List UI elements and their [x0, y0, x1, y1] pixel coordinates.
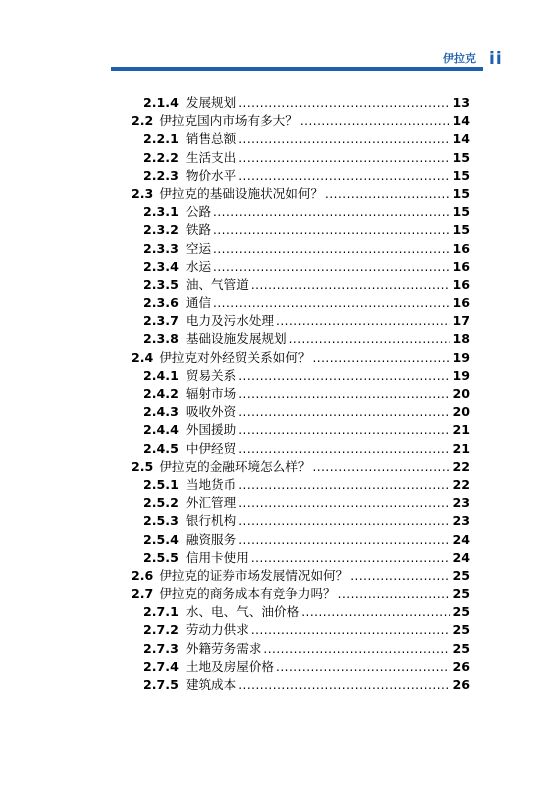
toc-entry-number: 2.7.4	[143, 658, 179, 674]
toc-entry-title: 劳动力供求	[185, 622, 249, 638]
toc-entry-title: 银行机构	[185, 513, 237, 529]
toc-section-entry[interactable]	[131, 567, 470, 585]
toc-entry-page: 17	[452, 313, 470, 329]
toc-dot-leader	[238, 440, 450, 458]
toc-entry-number: 2.3.2	[143, 222, 179, 238]
toc-subsection-entry[interactable]	[143, 167, 470, 185]
toc-entry-page: 25	[452, 640, 470, 656]
toc-entry-title: 电力及污水处理	[185, 313, 275, 329]
toc-entry-page: 19	[452, 349, 470, 365]
toc-dot-leader	[312, 349, 450, 367]
toc-entry-title: 空运	[185, 240, 212, 256]
toc-entry-number: 2.7	[131, 586, 154, 602]
toc-entry-page: 16	[452, 240, 470, 256]
toc-dot-leader	[350, 567, 450, 585]
toc-dot-leader	[238, 385, 450, 403]
toc-subsection-entry[interactable]	[143, 330, 470, 348]
toc-entry-title: 伊拉克的商务成本有竞争力吗？	[159, 586, 336, 602]
toc-entry-number: 2.3.6	[143, 295, 179, 311]
toc-subsection-entry[interactable]	[143, 403, 470, 421]
toc-entry-page: 25	[452, 586, 470, 602]
toc-entry-title: 水、电、气、油价格	[185, 604, 300, 620]
page-number: ii	[489, 49, 503, 69]
toc-entry-title: 中伊经贸	[185, 440, 237, 456]
toc-entry-number: 2.5.5	[143, 549, 179, 565]
toc-entry-page: 15	[452, 167, 470, 183]
toc-subsection-entry[interactable]	[143, 130, 470, 148]
toc-dot-leader	[276, 658, 450, 676]
toc-entry-title: 贸易关系	[185, 367, 237, 383]
toc-entry-title: 通信	[185, 295, 212, 311]
toc-entry-title: 伊拉克的证券市场发展情况如何？	[159, 567, 349, 583]
toc-entry-number: 2.3.3	[143, 240, 179, 256]
toc-entry-title: 外国援助	[185, 422, 237, 438]
toc-dot-leader	[251, 276, 451, 294]
toc-entry-number: 2.3.1	[143, 204, 179, 220]
toc-dot-leader	[238, 149, 450, 167]
toc-entry-page: 23	[452, 513, 470, 529]
toc-dot-leader	[263, 640, 450, 658]
toc-dot-leader	[213, 258, 450, 276]
toc-entry-page: 22	[452, 458, 470, 474]
toc-entry-title: 辐射市场	[185, 386, 237, 401]
toc-entry-page: 13	[452, 95, 470, 110]
toc-entry-title: 伊拉克的基础设施状况如何？	[159, 185, 324, 201]
toc-entry-number: 2.7.5	[143, 677, 179, 692]
toc-entry-number: 2.7.3	[143, 640, 179, 656]
toc-subsection-entry[interactable]	[143, 240, 470, 258]
toc-entry-title: 外籍劳务需求	[185, 640, 262, 656]
toc-subsection-entry[interactable]	[143, 603, 470, 621]
toc-entry-page: 25	[452, 604, 470, 620]
toc-section-entry[interactable]	[131, 349, 470, 367]
toc-entry-page: 16	[452, 276, 470, 292]
toc-dot-leader	[238, 676, 450, 694]
toc-dot-leader	[338, 585, 451, 603]
toc-entry-number: 2.2	[131, 113, 154, 129]
toc-section-entry[interactable]	[131, 112, 470, 130]
toc-dot-leader	[238, 167, 450, 185]
toc-entry-title: 物价水平	[185, 167, 237, 183]
toc-subsection-entry[interactable]	[143, 294, 470, 312]
toc-entry-page: 26	[452, 658, 470, 674]
toc-subsection-entry[interactable]	[143, 512, 470, 530]
toc-subsection-entry[interactable]	[143, 203, 470, 221]
toc-subsection-entry[interactable]	[143, 421, 470, 439]
toc-subsection-entry[interactable]	[143, 676, 470, 694]
toc-entry-title: 吸收外资	[185, 404, 237, 420]
toc-dot-leader	[238, 476, 450, 494]
toc-subsection-entry[interactable]	[143, 494, 470, 512]
toc-entry-title: 伊拉克对外经贸关系如何？	[159, 349, 311, 365]
toc-entry-number: 2.5.1	[143, 476, 179, 492]
toc-entry-number: 2.4.5	[143, 440, 179, 456]
header-rule	[111, 67, 483, 71]
toc-dot-leader	[312, 458, 450, 476]
toc-entry-page: 16	[452, 295, 470, 311]
toc-subsection-entry[interactable]	[143, 258, 470, 276]
table-of-contents	[0, 94, 559, 694]
toc-entry-page: 16	[452, 258, 470, 274]
toc-entry-title: 销售总额	[185, 131, 237, 147]
toc-entry-number: 2.5	[131, 458, 154, 474]
toc-section-entry[interactable]	[131, 458, 470, 476]
toc-entry-number: 2.1.4	[143, 95, 179, 110]
toc-dot-leader	[238, 494, 450, 512]
toc-entry-page: 23	[452, 495, 470, 511]
toc-entry-page: 26	[452, 677, 470, 692]
toc-entry-page: 19	[452, 367, 470, 383]
toc-subsection-entry[interactable]	[143, 549, 470, 567]
toc-entry-number: 2.4.1	[143, 367, 179, 383]
toc-entry-number: 2.3.8	[143, 331, 179, 347]
toc-dot-leader	[213, 221, 450, 239]
toc-entry-title: 建筑成本	[185, 677, 237, 692]
toc-dot-leader	[276, 312, 450, 330]
toc-subsection-entry[interactable]	[143, 276, 470, 294]
toc-entry-page: 21	[452, 422, 470, 438]
toc-dot-leader	[238, 531, 450, 549]
toc-subsection-entry[interactable]	[143, 476, 470, 494]
toc-entry-number: 2.3.7	[143, 313, 179, 329]
toc-entry-number: 2.7.2	[143, 622, 179, 638]
toc-entry-title: 伊拉克的金融环境怎么样？	[159, 458, 311, 474]
toc-section-entry[interactable]	[131, 185, 470, 203]
toc-entry-page: 15	[452, 185, 470, 201]
toc-entry-number: 2.2.3	[143, 167, 179, 183]
toc-dot-leader	[300, 112, 451, 130]
toc-entry-page: 24	[452, 549, 470, 565]
toc-entry-title: 油、气管道	[185, 276, 249, 292]
toc-entry-number: 2.7.1	[143, 604, 179, 620]
toc-entry-title: 公路	[185, 204, 212, 220]
toc-entry-number: 2.3.5	[143, 276, 179, 292]
toc-entry-page: 18	[452, 331, 470, 347]
toc-dot-leader	[238, 130, 450, 148]
toc-dot-leader	[238, 367, 450, 385]
toc-subsection-entry[interactable]	[143, 621, 470, 639]
toc-entry-title: 发展规划	[185, 95, 237, 110]
toc-entry-title: 生活支出	[185, 149, 237, 165]
toc-dot-leader	[238, 512, 450, 530]
toc-subsection-entry[interactable]	[143, 531, 470, 549]
toc-subsection-entry[interactable]	[143, 640, 470, 658]
toc-entry-number: 2.5.2	[143, 495, 179, 511]
toc-entry-title: 外汇管理	[185, 495, 237, 511]
toc-subsection-entry[interactable]	[143, 440, 470, 458]
toc-entry-page: 24	[452, 531, 470, 547]
toc-entry-title: 当地货币	[185, 476, 237, 492]
toc-dot-leader	[238, 403, 450, 421]
toc-entry-page: 25	[452, 567, 470, 583]
toc-entry-page: 20	[452, 386, 470, 401]
toc-dot-leader	[289, 330, 451, 348]
toc-entry-page: 20	[452, 404, 470, 420]
toc-entry-page: 15	[452, 222, 470, 238]
toc-subsection-entry[interactable]	[143, 312, 470, 330]
toc-subsection-entry[interactable]	[143, 94, 470, 112]
toc-entry-page: 22	[452, 476, 470, 492]
toc-dot-leader	[238, 94, 450, 112]
toc-entry-page: 15	[452, 204, 470, 220]
toc-dot-leader	[213, 203, 450, 221]
toc-entry-number: 2.2.2	[143, 149, 179, 165]
toc-dot-leader	[213, 294, 450, 312]
toc-entry-number: 2.5.3	[143, 513, 179, 529]
toc-entry-number: 2.4.4	[143, 422, 179, 438]
toc-entry-number: 2.3	[131, 185, 154, 201]
toc-subsection-entry[interactable]	[143, 385, 470, 403]
toc-dot-leader	[238, 421, 450, 439]
toc-entry-number: 2.4	[131, 349, 154, 365]
toc-subsection-entry[interactable]	[143, 221, 470, 239]
toc-subsection-entry[interactable]	[143, 367, 470, 385]
toc-entry-title: 土地及房屋价格	[185, 658, 275, 674]
toc-entry-title: 水运	[185, 258, 212, 274]
toc-dot-leader	[301, 603, 450, 621]
toc-entry-page: 14	[452, 131, 470, 147]
toc-entry-number: 2.4.3	[143, 404, 179, 420]
toc-entry-page: 25	[452, 622, 470, 638]
toc-entry-page: 15	[452, 149, 470, 165]
toc-entry-page: 21	[452, 440, 470, 456]
toc-entry-title: 融资服务	[185, 531, 237, 547]
toc-entry-page: 14	[452, 113, 470, 129]
toc-entry-number: 2.3.4	[143, 258, 179, 274]
toc-entry-number: 2.4.2	[143, 386, 179, 401]
toc-entry-title: 铁路	[185, 222, 212, 238]
toc-entry-title: 伊拉克国内市场有多大？	[159, 113, 298, 129]
toc-entry-number: 2.6	[131, 567, 154, 583]
toc-entry-title: 信用卡使用	[185, 549, 249, 565]
toc-dot-leader	[251, 549, 451, 567]
toc-entry-number: 2.5.4	[143, 531, 179, 547]
toc-entry-number: 2.2.1	[143, 131, 179, 147]
toc-subsection-entry[interactable]	[143, 149, 470, 167]
toc-entry-title: 基础设施发展规划	[185, 331, 287, 347]
toc-section-entry[interactable]	[131, 585, 470, 603]
running-header-title: 伊拉克	[443, 52, 476, 65]
toc-dot-leader	[251, 621, 451, 639]
toc-dot-leader	[325, 185, 450, 203]
toc-subsection-entry[interactable]	[143, 658, 470, 676]
toc-dot-leader	[213, 240, 450, 258]
